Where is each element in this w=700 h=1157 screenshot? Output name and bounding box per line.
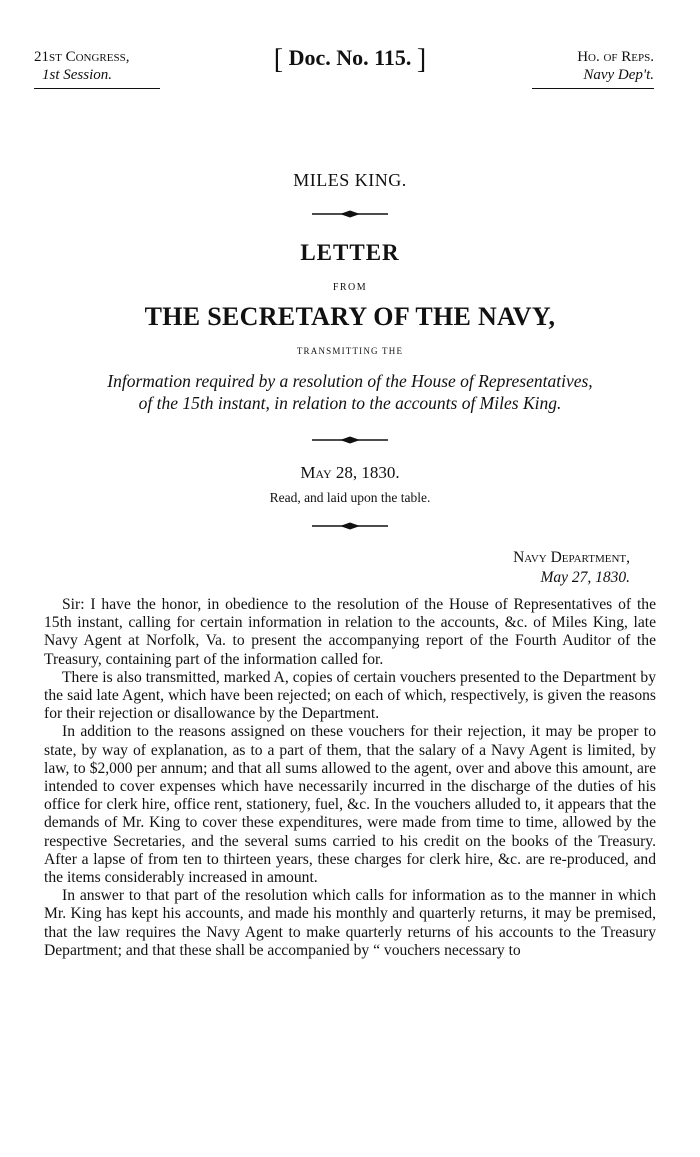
paragraph: There is also transmitted, marked A, copies of certain vouchers presented to the Department by the said late Agent, which have been rejected; on each of which, respectively, is given the reasons for their rejection or disallowance by the Department. — [44, 668, 656, 723]
document-title: LETTER — [300, 240, 400, 265]
from-label: FROM — [332, 282, 368, 293]
letter-body — [44, 596, 656, 960]
bracket-left: [ — [273, 44, 284, 75]
paragraph: Sir: I have the honor, in obedience to the resolution of the House of Representatives of the 15th instant, calling for certain information in relation to the accounts, &c. of Miles King, late Navy Agent at Norfolk, Va. to present the accompanying report of the Fourth Auditor of the Treasury, containing part of the information called for. — [44, 596, 656, 668]
transmitting-label: TRANSMITTING THE — [296, 346, 404, 356]
department-label: Navy Dep't. — [583, 67, 654, 83]
read-note: Read, and laid upon the table. — [269, 490, 431, 505]
house-department-label — [504, 48, 654, 84]
doc-number: Doc. No. 115. — [288, 45, 412, 70]
description-line-1: Information required by a resolution of the House of Representatives, — [107, 371, 593, 391]
paragraph: In answer to that part of the resolution which calls for information as to the manner in which Mr. King has kept his accounts, and made his monthly and quarterly returns, it may be premised, that the law requires the Navy Agent to make quarterly returns of his accounts to the Treasury Department; and that these shall be accompanied by “ vouchers necessary to — [44, 887, 656, 959]
ornament-divider — [312, 210, 388, 218]
description — [0, 370, 700, 414]
letter-dateline — [513, 548, 630, 588]
session-label: 1st Session. — [42, 67, 113, 83]
description-line-2: of the 15th instant, in relation to the accounts of Miles King. — [138, 393, 562, 413]
header-rule-right — [532, 88, 654, 89]
letter-department: Navy Department, — [513, 549, 630, 566]
header-rule-left — [34, 88, 160, 89]
ornament-divider — [312, 436, 388, 444]
bracket-right: ] — [416, 44, 427, 75]
congress-label: 21st Congress, — [34, 49, 130, 65]
subject-heading: MILES KING. — [293, 170, 407, 190]
paragraph: In addition to the reasons assigned on these vouchers for their rejection, it may be proper to state, by way of explanation, as to a part of them, that the salary of a Navy Agent is limited, by law, to $2,000 per annum; and that all sums allowed to the agent, over and above this amount, are intended to cover expenses which have necessarily incurred in the discharge of the duties of his office for clerk hire, office rent, stationery, fuel, &c. In the vouchers alluded to, it appears that the demands of Mr. King to cover these expenditures, were made from time to time, allowed by the respective Secretaries, and the several sums carried to his credit on the books of the Treasury. After a lapse of from ten to thirteen years, these charges for clerk hire, &c. are re-produced, and the items considerably increased in amount. — [44, 723, 656, 887]
ornament-divider — [312, 522, 388, 530]
house-label: Ho. of Reps. — [577, 49, 654, 65]
letter-date: May 27, 1830. — [540, 569, 630, 586]
presentation-date: May 28, 1830. — [300, 463, 400, 482]
secretary-heading: THE SECRETARY OF THE NAVY, — [144, 302, 556, 331]
